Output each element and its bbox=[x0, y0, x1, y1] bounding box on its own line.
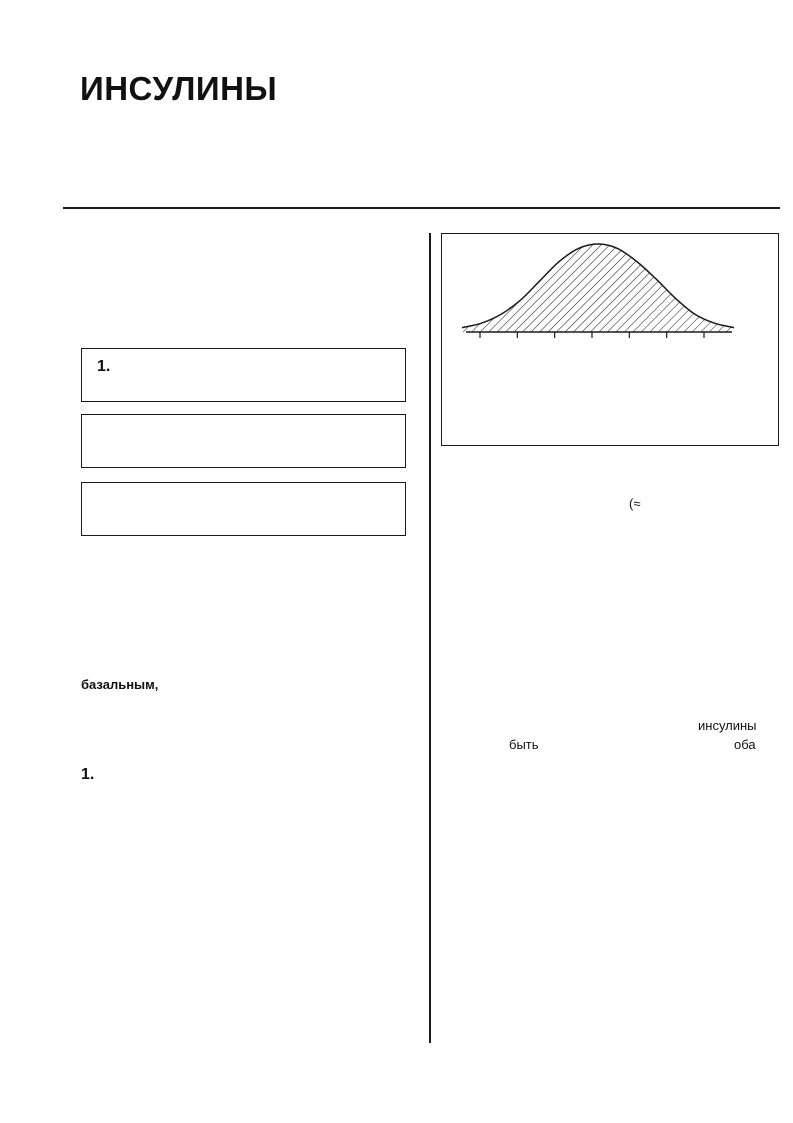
list-number: 1. bbox=[81, 766, 95, 783]
info-box-2 bbox=[81, 414, 406, 468]
term-basal: базальным, bbox=[81, 677, 159, 692]
insulin-action-figure bbox=[441, 233, 779, 446]
info-box-1 bbox=[81, 348, 406, 402]
word-oba: оба bbox=[734, 737, 756, 752]
header-rule bbox=[63, 207, 780, 209]
info-box-1-number: 1. bbox=[97, 358, 111, 375]
info-box-3 bbox=[81, 482, 406, 536]
approx-symbol: (≈ bbox=[629, 496, 641, 511]
word-insuliny: инсулины bbox=[698, 718, 757, 733]
word-byt: быть bbox=[509, 737, 539, 752]
insulin-action-chart bbox=[442, 234, 780, 447]
curve-area-fill bbox=[462, 244, 734, 332]
page-title: ИНСУЛИНЫ bbox=[80, 70, 278, 107]
column-divider bbox=[429, 233, 431, 1043]
